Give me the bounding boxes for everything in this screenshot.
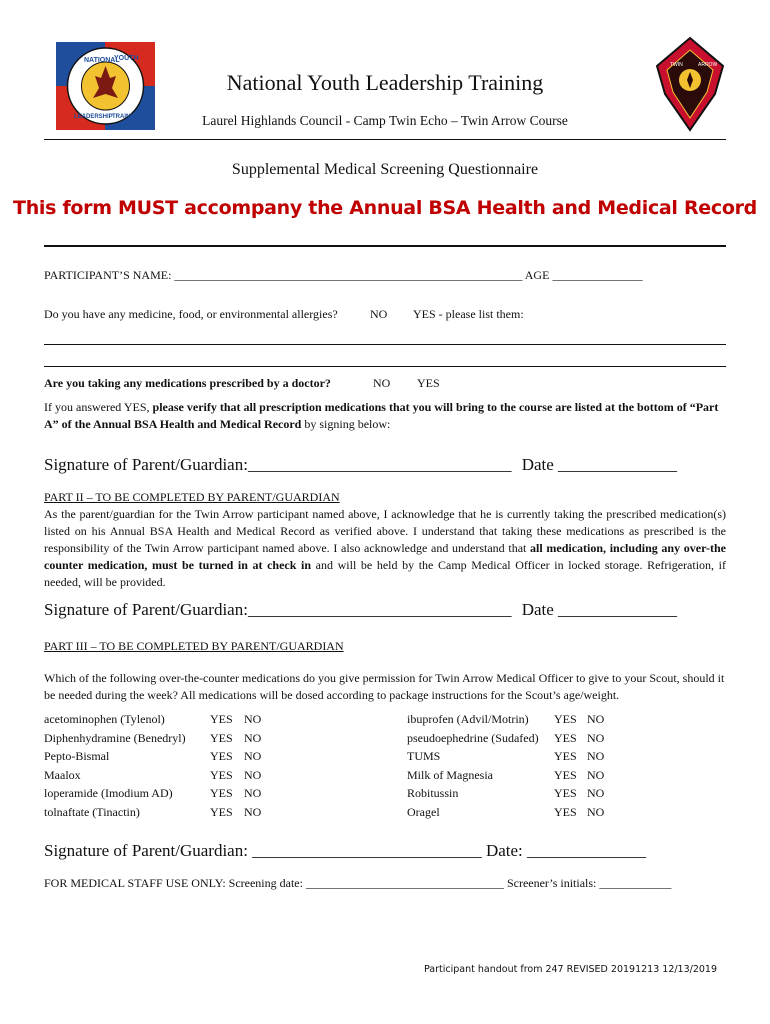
warning-title: This form MUST accompany the Annual BSA Health and Medical Record (13, 197, 757, 219)
medication-yes-option[interactable]: YES (210, 786, 233, 801)
medication-yes-option[interactable]: YES (210, 712, 233, 726)
part2-text-start: As the parent/guardian for the Twin Arrow participant named above, I acknowledge that he is currently taking the prescribed medication(s) listed on his Annual BSA Health and Medical Record as verified above. I understand that taking these medications as prescribed is the responsibility of the Twin Arrow participant named above. I also acknowledge and understand that (44, 507, 726, 555)
medication-name: Milk of Magnesia (407, 767, 493, 782)
medication-name: acetominophen (Tylenol) (44, 712, 165, 726)
medication-yes-option[interactable]: YES (554, 786, 577, 801)
participant-name-field[interactable]: __________________________________________________________ (174, 268, 523, 282)
header-divider (44, 139, 726, 140)
prescription-yes-option[interactable]: YES (417, 376, 440, 390)
medication-no-option[interactable]: NO (244, 767, 262, 782)
patch-text-right: ARROW (698, 62, 718, 68)
medication-row (44, 729, 734, 748)
prescription-question: Are you taking any medications prescribed by a doctor? (44, 376, 331, 390)
medication-name: Maalox (44, 767, 81, 782)
logo-text-bottom2: TRAINING (112, 114, 141, 120)
allergy-line-1[interactable] (44, 344, 726, 345)
allergy-question: Do you have any medicine, food, or environmental allergies? (44, 307, 338, 321)
prescription-note-start: If you answered YES, (44, 400, 153, 414)
logo-text-top2: YOUTH (114, 55, 139, 62)
prescription-no-option[interactable]: NO (373, 376, 391, 390)
screener-initials-field[interactable]: ____________ (599, 876, 672, 890)
page-subtitle: Laurel Highlands Council - Camp Twin Echo – Twin Arrow Course (202, 113, 568, 128)
medication-row (44, 803, 734, 822)
staff-label: FOR MEDICAL STAFF USE ONLY: Screening date: (44, 876, 303, 890)
participant-name-row (44, 267, 642, 284)
medication-yes-option[interactable]: YES (554, 749, 577, 764)
medications-table (44, 710, 734, 822)
medication-no-option[interactable]: NO (587, 767, 605, 782)
signature-field[interactable]: _______________________________ (247, 600, 512, 619)
part2-heading: PART II – TO BE COMPLETED BY PARENT/GUARDIAN (44, 490, 340, 504)
date-label: Date (521, 455, 554, 474)
medication-yes-option[interactable]: YES (210, 730, 233, 745)
signature-row-2 (44, 599, 677, 621)
medication-no-option[interactable]: NO (587, 749, 605, 764)
screening-date-field[interactable]: _________________________________ (305, 876, 504, 890)
signature-row-3 (44, 840, 646, 862)
date-field[interactable]: ______________ (558, 600, 678, 619)
signature-field[interactable]: ___________________________ (252, 841, 482, 860)
medication-no-option[interactable]: NO (587, 804, 605, 819)
medication-no-option[interactable]: NO (587, 712, 605, 726)
date-label: Date: (485, 841, 523, 860)
part3-intro: Which of the following over-the-counter medications do you give permission for Twin Arrow Medical Officer to give to your Scout, should it be needed during the week? All medications will be dosed according to package instructions for the Scout’s age/weight. (44, 671, 725, 702)
prescription-note-end: by signing below: (301, 417, 391, 431)
part2-text (44, 506, 726, 591)
age-field[interactable]: _______________ (552, 268, 643, 282)
medication-name: Robitussin (407, 786, 459, 801)
medication-row (44, 710, 734, 729)
medication-name: TUMS (407, 749, 441, 764)
medication-no-option[interactable]: NO (244, 749, 262, 764)
medication-no-option[interactable]: NO (244, 730, 262, 745)
participant-name-label: PARTICIPANT’S NAME: (44, 268, 172, 282)
allergy-line-2[interactable] (44, 366, 726, 367)
page-title: National Youth Leadership Training (226, 70, 544, 95)
medication-yes-option[interactable]: YES (554, 767, 577, 782)
signature-row-1 (44, 454, 677, 476)
medication-row (44, 784, 734, 803)
logo-text-bottom: LEADERSHIP (74, 114, 113, 120)
signature-label: Signature of Parent/Guardian: (44, 600, 248, 619)
form-title: Supplemental Medical Screening Questionnaire (231, 161, 539, 178)
footer-note: Participant handout from 247 REVISED 20191213 12/13/2019 (424, 964, 718, 975)
part2-text-end: and will be held by the Camp Medical Officer in locked storage. Refrigeration, if needed, will be provided. (44, 558, 726, 589)
patch-text-left: TWIN (670, 62, 683, 68)
medication-yes-option[interactable]: YES (210, 749, 233, 764)
medication-no-option[interactable]: NO (244, 804, 262, 819)
medication-name: Oragel (407, 804, 440, 819)
medication-row (44, 766, 734, 785)
signature-label: Signature of Parent/Guardian: (44, 841, 248, 860)
staff-row (44, 875, 671, 892)
medication-name: loperamide (Imodium AD) (44, 786, 173, 801)
part2-text-bold: all medication, including any over-the counter medication, must be turned in at check in (44, 541, 726, 572)
prescription-note-bold: please verify that all prescription medications that you will bring to the course are listed at the bottom of “Part A” of the Annual BSA Health and Medical Record (44, 400, 719, 431)
screener-initials-label: Screener’s initials: (506, 876, 597, 890)
medication-name: ibuprofen (Advil/Motrin) (407, 712, 529, 726)
medication-no-option[interactable]: NO (587, 730, 605, 745)
medication-no-option[interactable]: NO (244, 786, 262, 801)
signature-label: Signature of Parent/Guardian: (44, 455, 248, 474)
medication-name: tolnaftate (Tinactin) (44, 804, 140, 819)
signature-field[interactable]: _______________________________ (247, 455, 512, 474)
medication-name: Pepto-Bismal (44, 749, 110, 764)
age-label: AGE (524, 268, 550, 282)
medication-yes-option[interactable]: YES (554, 712, 577, 726)
prescription-note (44, 399, 734, 433)
date-field[interactable]: ______________ (527, 841, 647, 860)
medication-yes-option[interactable]: YES (554, 804, 577, 819)
part3-heading: PART III – TO BE COMPLETED BY PARENT/GUARDIAN (44, 639, 344, 653)
medication-row (44, 747, 734, 766)
medication-yes-option[interactable]: YES (210, 767, 233, 782)
medication-no-option[interactable]: NO (587, 786, 605, 801)
medication-no-option[interactable]: NO (244, 712, 262, 726)
logo-text-top: NATIONAL (84, 57, 120, 64)
warning-divider (44, 245, 726, 247)
medication-name: pseudoephedrine (Sudafed) (407, 730, 539, 745)
medication-name: Diphenhydramine (Benedryl) (44, 730, 186, 745)
medication-yes-option[interactable]: YES (554, 730, 577, 745)
date-field[interactable]: ______________ (558, 455, 678, 474)
allergy-no-option[interactable]: NO (370, 307, 388, 321)
allergy-yes-option[interactable]: YES - please list them: (413, 307, 524, 321)
medication-yes-option[interactable]: YES (210, 804, 233, 819)
date-label: Date (521, 600, 554, 619)
